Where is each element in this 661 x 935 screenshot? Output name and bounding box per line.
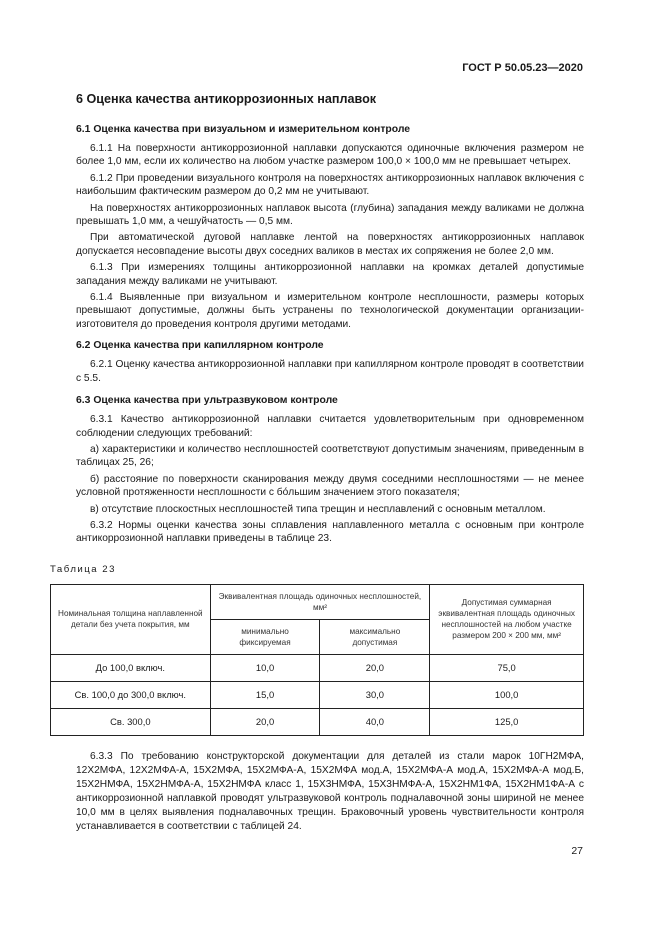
after-table-text (76, 750, 584, 834)
table-row (51, 654, 584, 681)
column-header-max: максимально допустимая (320, 619, 430, 654)
paragraph: 6.1.4 Выявленные при визуальном и измерительном контроле несплошности, размеры которых превышают допустимые, должны быть устранены по технологической документации организации-изготовителя до проведения контроля другими методами. (76, 292, 584, 330)
subsection-title-6-2: 6.2 Оценка качества при капиллярном контроле (76, 340, 324, 352)
column-header-min: минимально фиксируемая (210, 619, 320, 654)
table-cell: Св. 100,0 до 300,0 включ. (51, 681, 211, 708)
subsection-title-6-3: 6.3 Оценка качества при ультразвуковом контроле (76, 395, 338, 407)
column-header-equivalent-area: Эквивалентная площадь одиночных несплошностей, мм² (210, 584, 430, 619)
table-cell: 15,0 (210, 681, 320, 708)
table-cell: 100,0 (430, 681, 584, 708)
page-content (50, 92, 584, 834)
table-cell: 10,0 (210, 654, 320, 681)
table-caption: Таблица 23 (50, 563, 116, 575)
paragraph: 6.1.3 При измерениях толщины антикоррозионной наплавки на кромках деталей допустимые западания между валиками не учитывают. (76, 262, 584, 287)
table-cell: 75,0 (430, 654, 584, 681)
table-23 (50, 584, 584, 736)
table-cell: 40,0 (320, 708, 430, 735)
table-row (51, 681, 584, 708)
subsection-title-6-1: 6.1 Оценка качества при визуальном и измерительном контроле (76, 124, 411, 135)
section-title: 6 Оценка качества антикоррозионных наплавок (76, 92, 377, 106)
paragraph: 6.3.2 Нормы оценки качества зоны сплавления наплавленного металла с основным при контроле антикоррозионной наплавки приведены в таблице 23. (76, 519, 584, 545)
paragraph: 6.1.1 На поверхности антикоррозионной наплавки допускаются одиночные включения размером не более 1,0 мм, если их количество на любом участке размером 100,0 × 100,0 мм не превышает четырех. (76, 143, 584, 168)
document-id: ГОСТ Р 50.05.23—2020 (462, 62, 583, 74)
list-item: в) отсутствие плоскостных несплошностей типа трещин и несплавлений с основным металлом. (90, 503, 546, 515)
page-number: 27 (571, 845, 583, 857)
table-row (51, 708, 584, 735)
list-item: б) расстояние по поверхности сканирования между двумя соседними несплошностями — не менее условной протяженности несплошности с бо́льшим значением этого показателя; (76, 473, 584, 499)
table-cell: 30,0 (320, 681, 430, 708)
table-cell: Св. 300,0 (51, 708, 211, 735)
column-header-total-area: Допустимая суммарная эквивалентная площадь одиночных несплошностей на любом участке размером 200 × 200 мм, мм² (430, 584, 584, 654)
list-item: а) характеристики и количество несплошностей соответствуют допустимым значениям, приведенным в таблицах 25, 26; (76, 443, 584, 469)
paragraph: 6.2.1 Оценку качества антикоррозионной наплавки при капиллярном контроле проводят в соответствии с 5.5. (76, 359, 584, 384)
paragraph: При автоматической дуговой наплавке лентой на поверхностях антикоррозионных наплавок допускается несовпадение высоты двух соседних валиков в местах их сопряжения не более 2,0 мм. (76, 232, 584, 257)
paragraph: На поверхностях антикоррозионных наплавок высота (глубина) западания между валиками не должна превышать 1,0 мм, а чешуйчатость — 0,5 мм. (76, 202, 584, 228)
paragraph: 6.1.2 При проведении визуального контроля на поверхностях антикоррозионных наплавок включения с наибольшим фактическим размером до 0,2 мм не учитывают. (76, 172, 584, 198)
table-cell: До 100,0 включ. (51, 654, 211, 681)
column-header-thickness: Номинальная толщина наплавленной детали без учета покрытия, мм (51, 584, 211, 654)
paragraph: 6.3.1 Качество антикоррозионной наплавки считается удовлетворительным при одновременном соблюдении следующих требований: (76, 414, 584, 439)
table-cell: 20,0 (320, 654, 430, 681)
table-cell: 125,0 (430, 708, 584, 735)
paragraph: 6.3.3 По требованию конструкторской документации для деталей из стали марок 10ГН2МФА, 12Х2МФА, 12Х2МФА-А, 15Х2МФА, 15Х2МФА-А, 15Х2МФА мод.А, 15Х2МФА-А мод.А, 15Х2МФА-А мод.Б, 15Х2НМФА, 15Х2НМФА-А, 15Х2НМФА класс 1, 15Х3НМФА, 15Х3НМФА-А, 15Х2НМ1ФА, 15Х2НМ1ФА-А с антикоррозионной наплавкой проводят ультразвуковой контроль подналавочной зоны шириной не менее 10,0 мм в целях выявления подналавочных трещин. Браковочный уровень чувствительности контроля устанавливается в соответствии с таблицей 24. (76, 750, 584, 832)
table-cell: 20,0 (210, 708, 320, 735)
